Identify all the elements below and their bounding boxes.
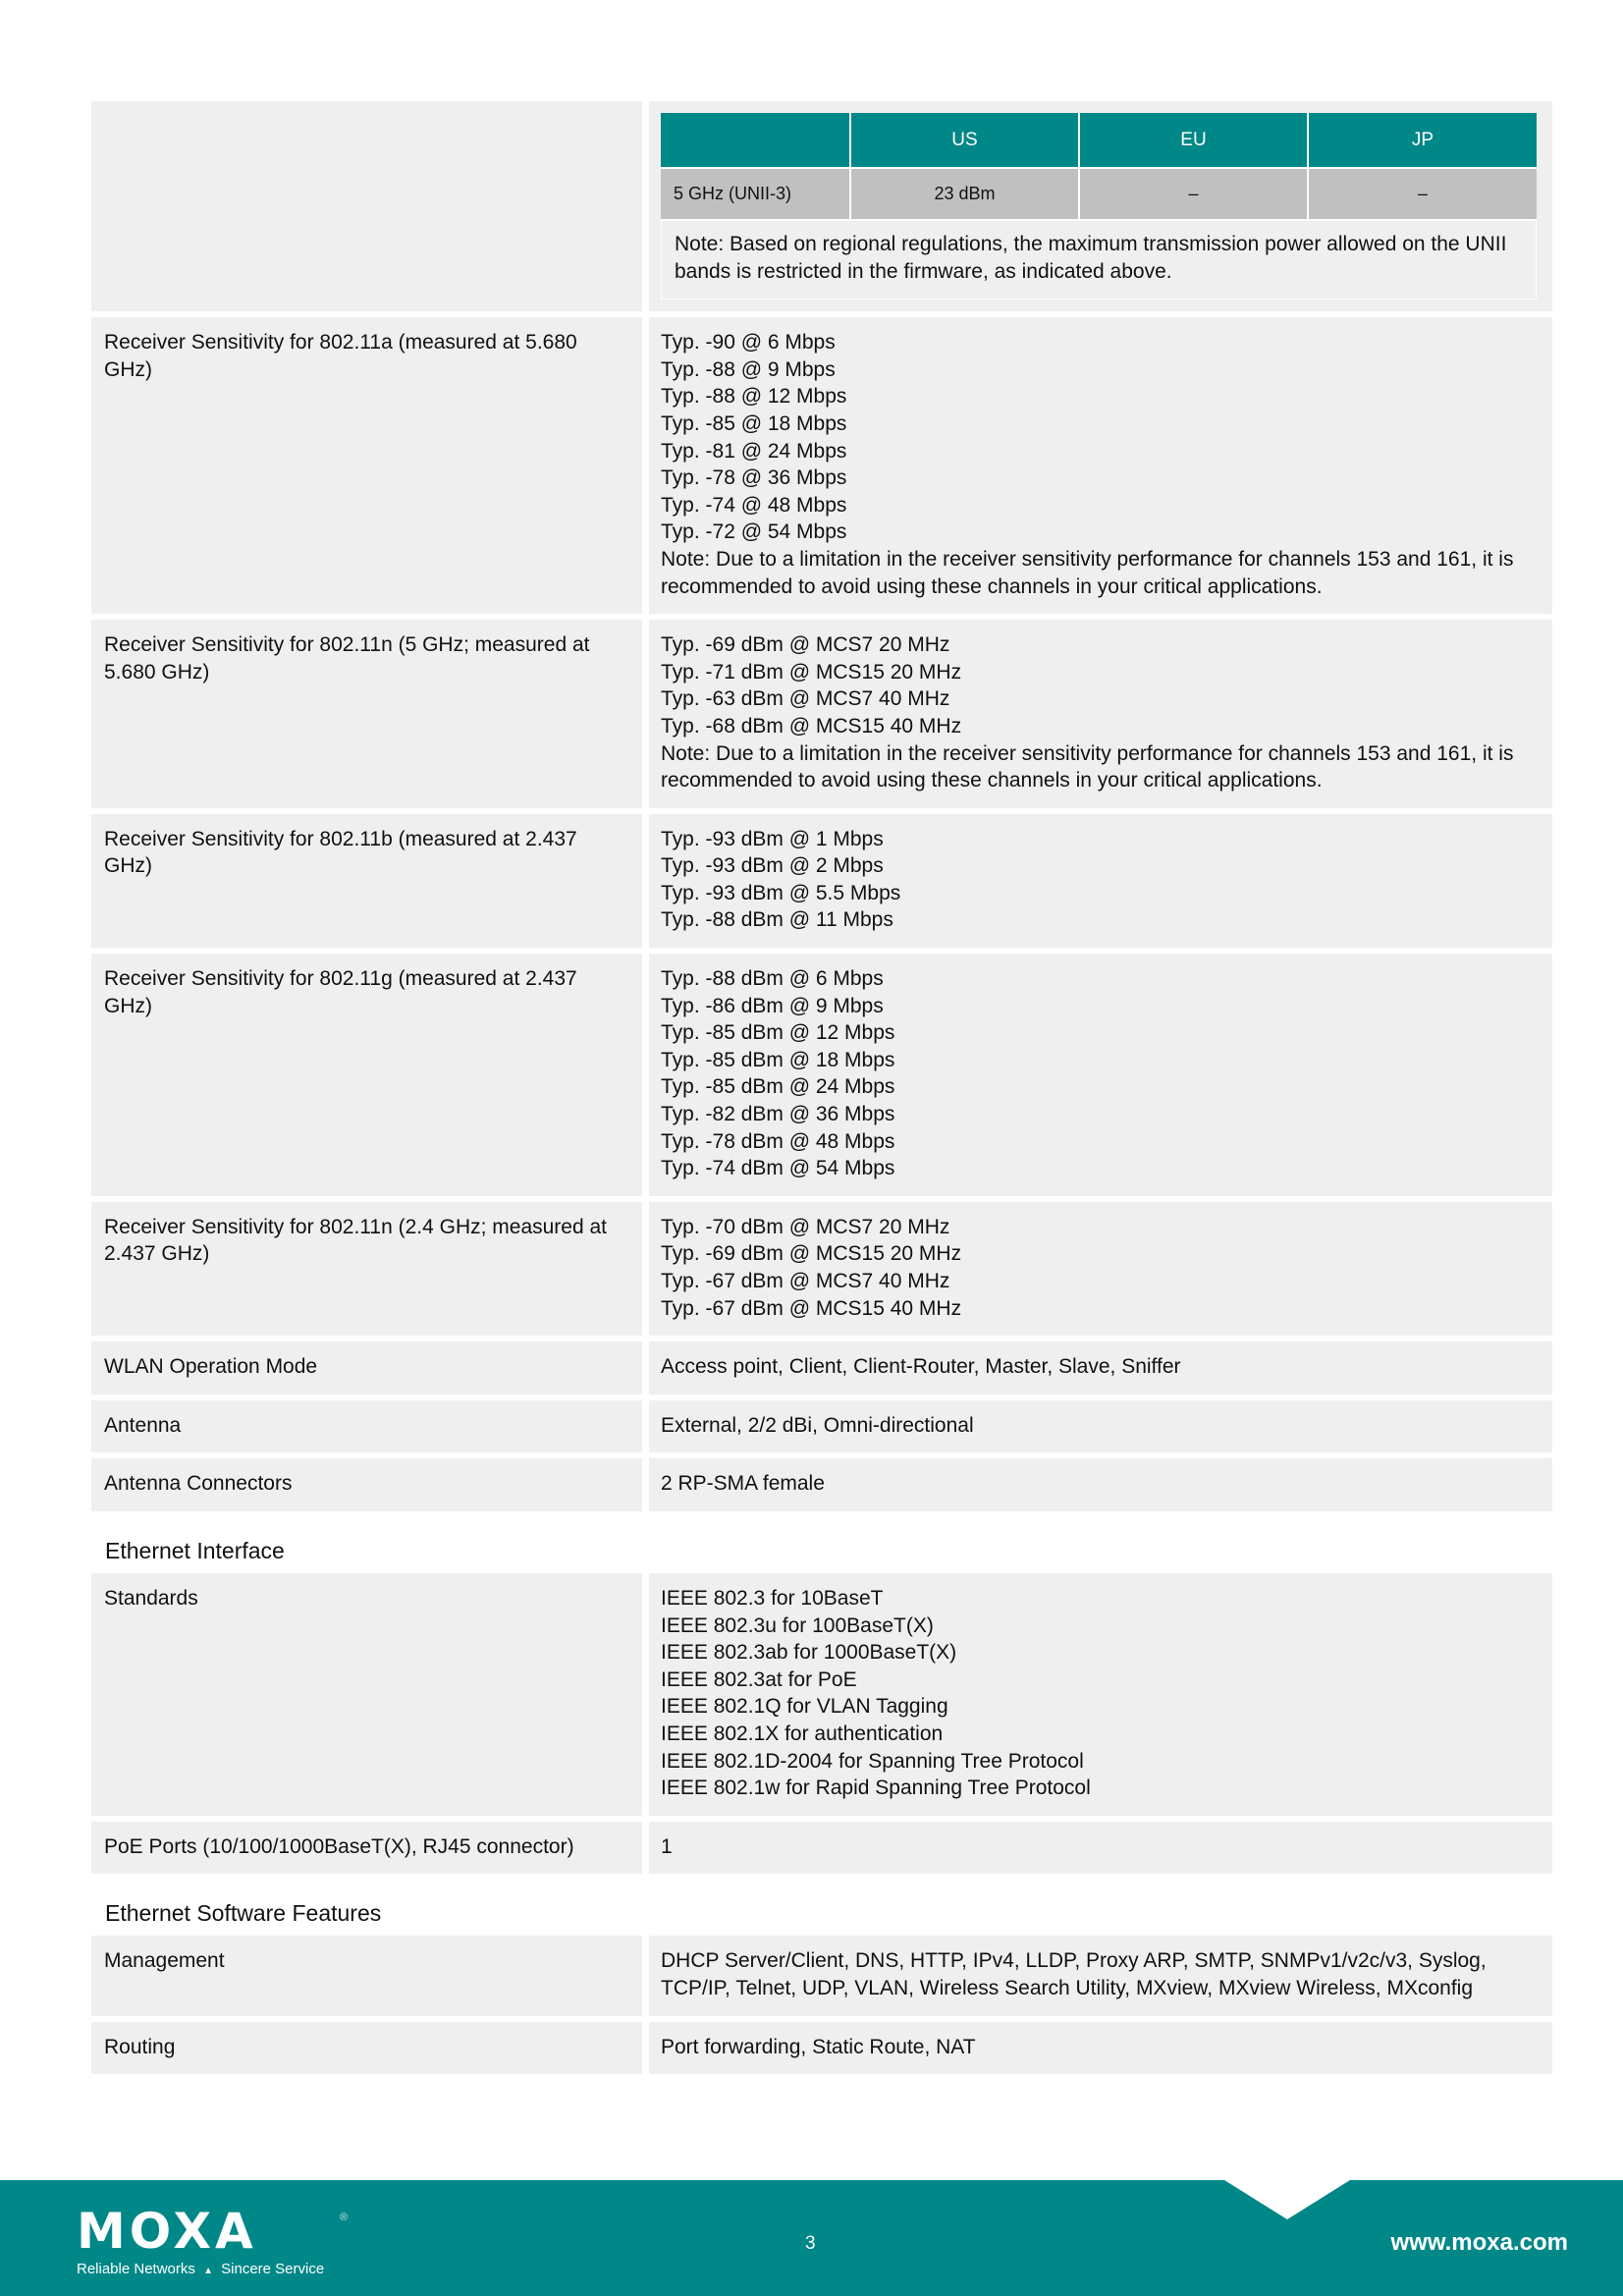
- spec-value: [649, 1822, 1552, 1875]
- spec-value: [649, 1936, 1552, 2015]
- value-line: IEEE 802.1X for authentication: [661, 1722, 944, 1745]
- region-header-jp: JP: [1308, 113, 1537, 168]
- spec-row-wlan-mode: [91, 1341, 1552, 1394]
- value-line: Typ. -69 dBm @ MCS7 20 MHz: [661, 633, 950, 657]
- triangle-icon: ▲: [203, 2266, 213, 2276]
- value-line: IEEE 802.3u for 100BaseT(X): [661, 1613, 934, 1637]
- spec-label: Receiver Sensitivity for 802.11n (2.4 GHz; measured at 2.437 GHz): [91, 1202, 642, 1336]
- spec-row-management: [91, 1936, 1552, 2015]
- region-header-us: US: [850, 113, 1079, 168]
- value-line: IEEE 802.1D-2004 for Spanning Tree Protocol: [661, 1749, 1084, 1773]
- value-line: Typ. -93 dBm @ 2 Mbps: [661, 854, 884, 878]
- value-line: 2 RP-SMA female: [661, 1472, 825, 1496]
- value-line: Typ. -85 @ 18 Mbps: [661, 411, 847, 435]
- value-line: Typ. -68 dBm @ MCS15 40 MHz: [661, 714, 962, 738]
- tagline-left: Reliable Networks: [77, 2261, 195, 2277]
- spec-label: PoE Ports (10/100/1000BaseT(X), RJ45 connector): [91, 1822, 642, 1875]
- region-power-table: [661, 113, 1537, 219]
- spec-label: Receiver Sensitivity for 802.11n (5 GHz; measured at 5.680 GHz): [91, 620, 642, 808]
- value-line: IEEE 802.1Q for VLAN Tagging: [661, 1695, 948, 1719]
- spec-row-routing: [91, 2022, 1552, 2075]
- value-line: IEEE 802.3 for 10BaseT: [661, 1586, 884, 1610]
- value-line: Typ. -85 dBm @ 18 Mbps: [661, 1048, 895, 1071]
- value-line: Typ. -78 @ 36 Mbps: [661, 466, 847, 490]
- value-line: Typ. -70 dBm @ MCS7 20 MHz: [661, 1215, 950, 1238]
- value-line: Typ. -86 dBm @ 9 Mbps: [661, 994, 884, 1017]
- value-line: Typ. -88 @ 12 Mbps: [661, 385, 847, 409]
- spec-value: [649, 814, 1552, 948]
- value-line: Typ. -67 dBm @ MCS7 40 MHz: [661, 1270, 950, 1292]
- value-text: DHCP Server/Client, DNS, HTTP, IPv4, LLDP, Proxy ARP, SMTP, SNMPv1/v2c/v3, Syslog, TCP/IP, Telnet, UDP, VLAN, Wireless Search Utility, MXview, MXview Wireless, MXconfig: [661, 1949, 1487, 1999]
- value-line: Typ. -88 dBm @ 6 Mbps: [661, 967, 884, 991]
- spec-row-antenna-connectors: [91, 1458, 1552, 1511]
- region-value-eu: –: [1079, 168, 1308, 219]
- spec-label: Management: [91, 1936, 642, 2015]
- section-heading-ethernet-software: Ethernet Software Features: [105, 1900, 382, 1927]
- value-line: Typ. -63 dBm @ MCS7 40 MHz: [661, 687, 950, 711]
- spec-row-rx-80211g: [91, 954, 1552, 1196]
- tagline-right: Sincere Service: [221, 2261, 325, 2277]
- spec-row-standards: [91, 1573, 1552, 1816]
- value-line: Typ. -67 dBm @ MCS15 40 MHz: [661, 1296, 962, 1320]
- spec-label: WLAN Operation Mode: [91, 1341, 642, 1394]
- logo-tagline: [77, 2261, 324, 2277]
- section-heading-ethernet-interface: Ethernet Interface: [105, 1537, 285, 1563]
- region-note: Note: Based on regional regulations, the maximum transmission power allowed on the UNII bands is restricted in the firmware, as indicated above.: [661, 219, 1537, 300]
- value-line: Typ. -72 @ 54 Mbps: [661, 520, 847, 544]
- spec-row-rx-80211n-5ghz: [91, 620, 1552, 808]
- spec-value-region-power: [649, 101, 1552, 311]
- value-line: Typ. -88 dBm @ 11 Mbps: [661, 908, 893, 932]
- spec-label: Receiver Sensitivity for 802.11a (measured at 5.680 GHz): [91, 317, 642, 614]
- footer-notch-triangle: [1224, 2180, 1350, 2219]
- spec-label: Receiver Sensitivity for 802.11g (measured at 2.437 GHz): [91, 954, 642, 1196]
- spec-value: [649, 1458, 1552, 1511]
- spec-row-region-power: [91, 101, 1552, 311]
- spec-value: [649, 1202, 1552, 1336]
- value-line: Typ. -90 @ 6 Mbps: [661, 331, 836, 355]
- value-line: Typ. -93 dBm @ 5.5 Mbps: [661, 881, 901, 904]
- page-number: 3: [805, 2233, 816, 2254]
- value-text: Port forwarding, Static Route, NAT: [661, 2035, 976, 2058]
- spec-row-rx-80211n-24ghz: [91, 1202, 1552, 1336]
- value-line: Typ. -88 @ 9 Mbps: [661, 357, 836, 381]
- spec-row-rx-80211b: [91, 814, 1552, 948]
- value-line: Typ. -85 dBm @ 24 Mbps: [661, 1075, 895, 1099]
- region-band: 5 GHz (UNII-3): [661, 168, 850, 219]
- spec-value: [649, 1573, 1552, 1816]
- value-line: IEEE 802.3ab for 1000BaseT(X): [661, 1641, 957, 1665]
- value-note: Note: Due to a limitation in the receiver sensitivity performance for channels 153 and 161, it is recommended to avoid using these channels in your critical applications.: [661, 547, 1514, 598]
- spec-value: [649, 954, 1552, 1196]
- spec-value: [649, 1341, 1552, 1394]
- spec-label: Routing: [91, 2022, 642, 2075]
- value-line: Typ. -69 dBm @ MCS15 20 MHz: [661, 1242, 962, 1266]
- value-line: IEEE 802.3at for PoE: [661, 1667, 857, 1691]
- spec-value: [649, 620, 1552, 808]
- spec-row-poe-ports: [91, 1822, 1552, 1875]
- value-line: External, 2/2 dBi, Omni-directional: [661, 1413, 974, 1437]
- value-line: Access point, Client, Client-Router, Master, Slave, Sniffer: [661, 1355, 1181, 1379]
- region-value-us: 23 dBm: [850, 168, 1079, 219]
- value-line: Typ. -81 @ 24 Mbps: [661, 439, 847, 463]
- spec-label-empty: [91, 101, 642, 311]
- spec-row-antenna: [91, 1400, 1552, 1453]
- value-note: Note: Due to a limitation in the receiver sensitivity performance for channels 153 and 161, it is recommended to avoid using these channels in your critical applications.: [661, 741, 1514, 793]
- website-link[interactable]: www.moxa.com: [1390, 2229, 1568, 2256]
- spec-value: [649, 1400, 1552, 1453]
- spec-label: Antenna Connectors: [91, 1458, 642, 1511]
- value-line: Typ. -78 dBm @ 48 Mbps: [661, 1129, 895, 1153]
- value-line: Typ. -93 dBm @ 1 Mbps: [661, 827, 884, 850]
- spec-value: [649, 2022, 1552, 2075]
- spec-label: Standards: [91, 1573, 642, 1816]
- region-value-jp: –: [1308, 168, 1537, 219]
- value-line: Typ. -74 dBm @ 54 Mbps: [661, 1157, 895, 1180]
- registered-mark: ®: [340, 2212, 349, 2223]
- value-line: IEEE 802.1w for Rapid Spanning Tree Protocol: [661, 1777, 1091, 1800]
- region-header-blank: [661, 113, 850, 168]
- region-header-eu: EU: [1079, 113, 1308, 168]
- logo-wordmark: MOXA: [77, 2203, 257, 2260]
- spec-table: [91, 101, 1552, 2080]
- page-footer: [0, 2180, 1623, 2296]
- value-line: Typ. -82 dBm @ 36 Mbps: [661, 1103, 895, 1126]
- moxa-logo: [77, 2203, 349, 2277]
- spec-value: [649, 317, 1552, 614]
- spec-row-rx-80211a: [91, 317, 1552, 614]
- value-line: 1: [661, 1834, 673, 1858]
- value-line: Typ. -74 @ 48 Mbps: [661, 493, 847, 517]
- region-table-row: [661, 168, 1537, 219]
- spec-label: Receiver Sensitivity for 802.11b (measured at 2.437 GHz): [91, 814, 642, 948]
- value-line: Typ. -71 dBm @ MCS15 20 MHz: [661, 660, 962, 683]
- value-line: Typ. -85 dBm @ 12 Mbps: [661, 1021, 895, 1045]
- spec-label: Antenna: [91, 1400, 642, 1453]
